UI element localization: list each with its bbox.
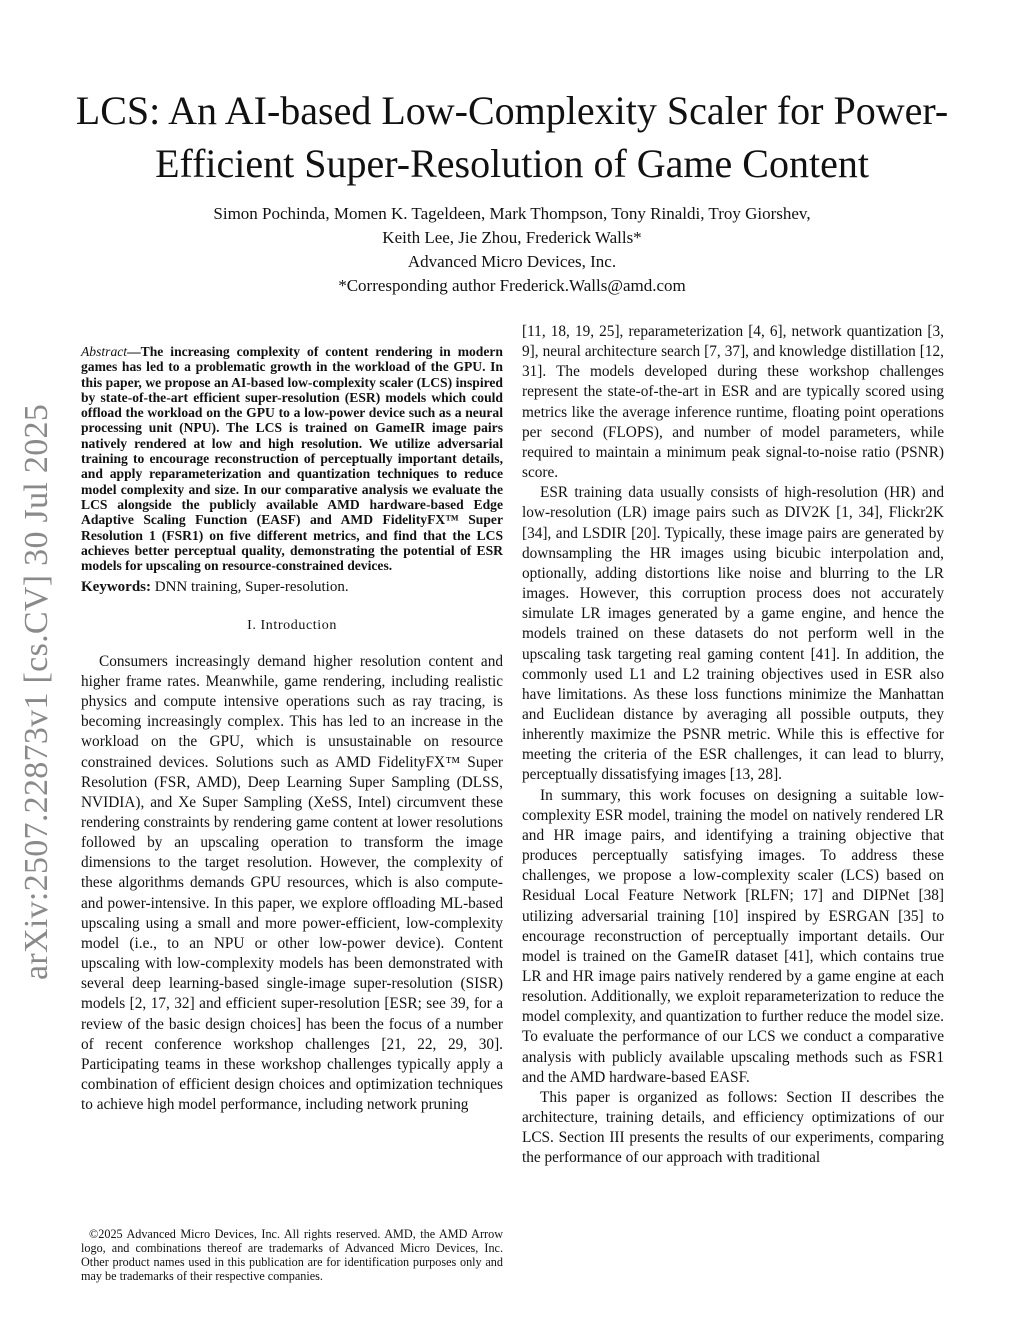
- abstract: [81, 344, 503, 573]
- keywords: [81, 577, 503, 597]
- abstract-label: Abstract: [81, 344, 128, 359]
- intro-paragraph-1: Consumers increasingly demand higher resolution content and higher frame rates. Meanwhile, game rendering, including realistic physics and compute intensive operations such as ray tracing, is becoming increasingly complex. This has led to an increase in the workload on the GPU, which is unsustainable on resource constrained devices. Solutions such as AMD FidelityFX™ Super Resolution (FSR, AMD), Deep Learning Super Sampling (DLSS, NVIDIA), and Xe Super Sampling (XeSS, Intel) circumvent these rendering constraints by rendering game content at lower resolutions followed by an upscaling operation to transform the image dimensions to the target resolution. However, the complexity of these algorithms demands GPU resources, which is also compute- and power-intensive. In this paper, we explore offloading ML-based upscaling using a small and more power-efficient, low-complexity model (i.e., to an NPU or other low-power device). Content upscaling with low-complexity models has been demonstrated with several deep learning-based single-image super-resolution (SISR) models [2, 17, 32] and efficient super-resolution [ESR; see 39, for a review of the basic design choices] has been the focus of a number of recent conference workshop challenges [21, 22, 29, 30]. Participating teams in these workshop challenges typically apply a combination of efficient design choices and optimization techniques to achieve high model performance, including network pruning: [81, 652, 503, 1114]
- author-list-line-2: Keith Lee, Jie Zhou, Frederick Walls*: [382, 228, 642, 247]
- intro-paragraph-1-continued: [11, 18, 19, 25], reparameterization [4, 6], network quantization [3, 9], neural architecture search [7, 37], and knowledge distillation [12, 31]. The models developed during these workshop challenges represent the state-of-the-art in ESR and are typically scored using metrics like the average inference runtime, floating point operations per second (FLOPS), and number of model parameters, while required to maintain a minimum peak signal-to-noise ratio (PSNR) score.: [522, 323, 944, 482]
- affiliation: Advanced Micro Devices, Inc.: [407, 252, 617, 271]
- abstract-text: —The increasing complexity of content rendering in modern games has led to a problematic growth in the workload of the GPU. In this paper, we propose an AI-based low-complexity scaler (LCS) inspired by state-of-the-art efficient super-resolution (ESR) models which could offload the workload on the GPU to a low-power device such as a neural processing unit (NPU). The LCS is trained on GameIR image pairs natively rendered at low and high resolution. We utilize adversarial training to encourage reconstruction of perceptually important details, and apply reparameterization and quantization techniques to reduce model complexity and size. In our comparative analysis we evaluate the LCS alongside the publicly available AMD hardware-based Edge Adaptive Scaling Function (EASF) and AMD FidelityFX™ Super Resolution 1 (FSR1) on five different metrics, and find that the LCS achieves better perceptual quality, demonstrating the potential of ESR models for upscaling on resource-constrained devices.: [81, 344, 503, 574]
- corresponding-author: *Corresponding author Frederick.Walls@amd.com: [338, 276, 686, 295]
- intro-paragraph-3: In summary, this work focuses on designing a suitable low-complexity ESR model, training the model on natively rendered LR and HR image pairs, and identifying a training objective that produces perceptually satisfying images. To address these challenges, we propose a low-complexity scaler (LCS) based on Residual Local Feature Network [RLFN; 17] and DIPNet [38] utilizing adversarial training [10] inspired by ESRGAN [35] to encourage reconstruction of perceptually important details. Our model is trained on the GameIR dataset [41], which contains true LR and HR image pairs natively rendered by a game engine at each resolution. Additionally, we exploit reparameterization to reduce the model complexity, and quantization to further reduce the model size. To evaluate the performance of our LCS we conduct a comparative analysis with publicly available upscaling methods such as FSR1 and the AMD hardware-based EASF.: [522, 786, 944, 1086]
- arxiv-identifier: arXiv:2507.22873v1 [cs.CV] 30 Jul 2025: [18, 403, 55, 980]
- keywords-label: Keywords:: [81, 579, 151, 596]
- author-list-line-1: Simon Pochinda, Momen K. Tageldeen, Mark Thompson, Tony Rinaldi, Troy Giorshev,: [213, 204, 811, 223]
- intro-paragraph-2: ESR training data usually consists of high-resolution (HR) and low-resolution (LR) image pairs such as DIV2K [1, 34], Flickr2K [34], and LSDIR [20]. Typically, these image pairs are generated by downsampling the HR images using bicubic interpolation and, optionally, adding distortions like noise and blurring to the LR images. However, this corruption process does not accurately simulate LR images generated by a game engine, and hence the models trained on these datasets do not perform well in the upscaling task targeting real gaming content [41]. In addition, the commonly used L1 and L2 training objectives used in ESR also have limitations. As these loss functions minimize the Manhattan and Euclidean distance by averaging all possible outputs, they inherently maximize the PSNR metric. While this is effective for meeting the criteria of the ESR challenges, it can lead to blurry, perceptually dissatisfying images [13, 28].: [522, 484, 944, 784]
- left-column: [81, 322, 503, 1115]
- right-column: [522, 322, 944, 1169]
- paper-title: LCS: An AI-based Low-Complexity Scaler for Power-Efficient Super-Resolution of Game Content: [75, 88, 949, 186]
- intro-paragraph-4: This paper is organized as follows: Section II describes the architecture, training details, and efficiency optimizations of our LCS. Section III presents the results of our experiments, comparing the performance of our approach with traditional: [522, 1088, 944, 1167]
- section-heading-introduction: I. Introduction: [247, 617, 337, 633]
- keywords-text: DNN training, Super-resolution.: [151, 579, 349, 596]
- author-block: [60, 202, 964, 298]
- copyright-footnote: ©2025 Advanced Micro Devices, Inc. All rights reserved. AMD, the AMD Arrow logo, and combinations thereof are trademarks of Advanced Micro Devices, Inc. Other product names used in this publication are for identification purposes only and may be trademarks of their respective companies.: [81, 1227, 503, 1283]
